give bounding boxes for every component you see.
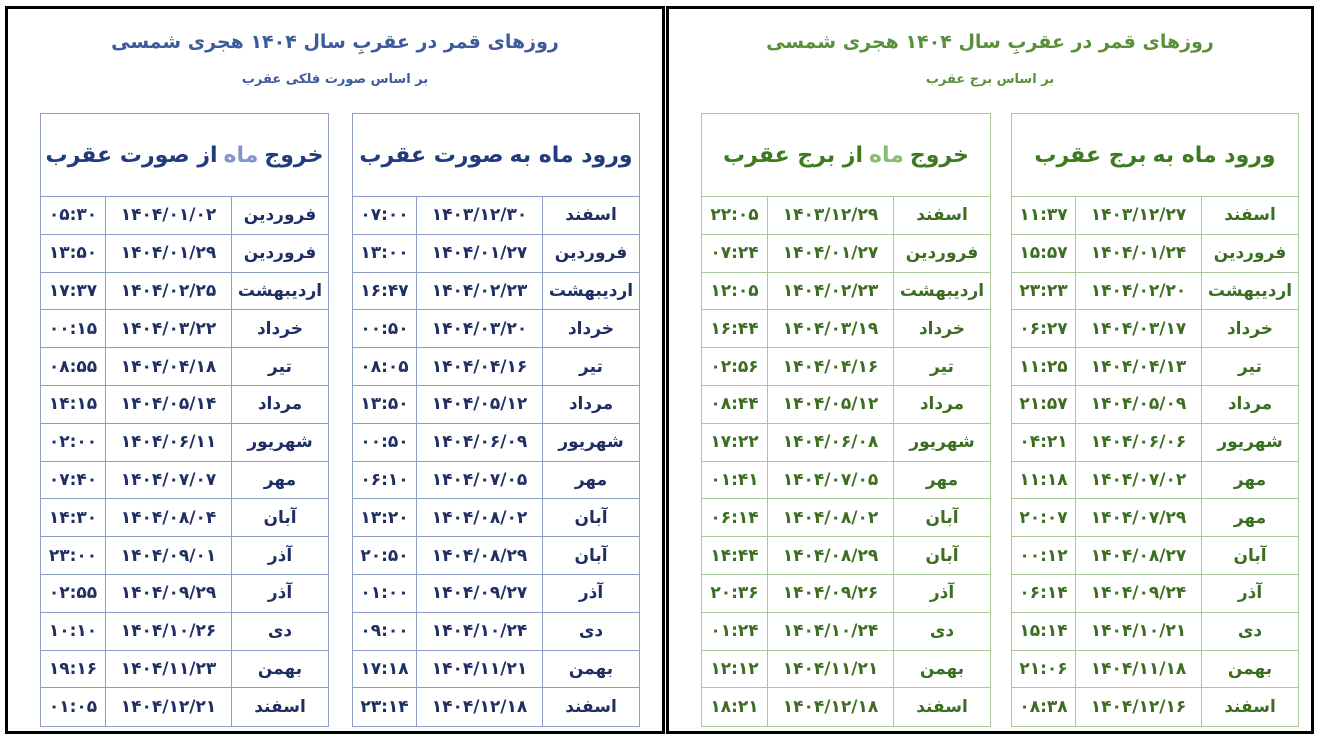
header-highlight: ماه (869, 142, 904, 168)
month-cell: اردیبهشت (237, 280, 323, 301)
date-cell: ۱۴۰۴/۰۹/۲۴ (1076, 575, 1202, 612)
table-row (41, 462, 328, 500)
month-cell: اردیبهشت (548, 280, 634, 301)
table-row (1012, 235, 1298, 273)
table-row (41, 273, 328, 311)
table-row (353, 651, 639, 689)
time-cell: ۰۶:۱۰ (353, 462, 417, 499)
header-text-a: ورود ماه به (1152, 142, 1276, 168)
table-row (1012, 651, 1298, 689)
date-cell: ۱۴۰۴/۰۵/۱۲ (417, 386, 543, 423)
date-cell: ۱۴۰۴/۰۲/۲۰ (1076, 273, 1202, 310)
month-cell: خرداد (918, 318, 966, 339)
month-cell: دی (1237, 621, 1263, 642)
header-highlight: ماه (223, 142, 259, 168)
table-row (702, 386, 990, 424)
month-cell: مرداد (919, 394, 965, 415)
time-cell: ۰۰:۵۰ (353, 424, 417, 461)
month-cell: آذر (267, 583, 293, 604)
month-cell: اسفند (565, 697, 617, 718)
month-cell: بهمن (1227, 658, 1273, 679)
month-cell: فروردین (243, 243, 317, 264)
time-cell: ۱۰:۱۰ (41, 613, 106, 650)
table-row (41, 386, 328, 424)
table-row (1012, 537, 1298, 575)
date-cell: ۱۴۰۴/۰۸/۰۴ (106, 499, 232, 536)
month-cell: اردیبهشت (1207, 280, 1293, 301)
date-cell: ۱۴۰۴/۰۶/۱۱ (106, 424, 232, 461)
date-cell: ۱۴۰۴/۰۴/۱۸ (106, 348, 232, 385)
right-exit-table-header (702, 114, 990, 197)
header-text-a: خروج (909, 142, 969, 168)
time-cell: ۱۶:۴۷ (353, 273, 417, 310)
date-cell: ۱۴۰۴/۱۱/۱۸ (1076, 651, 1202, 688)
time-cell: ۱۷:۲۲ (702, 424, 768, 461)
left-panel-subtitle: بر اساس صورت فلکی عقرب (241, 72, 429, 87)
time-cell: ۱۱:۳۷ (1012, 197, 1076, 234)
right-exit-table-body (702, 197, 990, 726)
header-text-a: ورود ماه به (509, 142, 633, 168)
time-cell: ۰۶:۱۴ (702, 499, 768, 536)
date-cell: ۱۴۰۴/۰۷/۰۵ (417, 462, 543, 499)
time-cell: ۰۰:۱۲ (1012, 537, 1076, 574)
month-cell: مهر (1233, 507, 1267, 528)
time-cell: ۰۷:۰۰ (353, 197, 417, 234)
date-cell: ۱۴۰۴/۰۵/۱۲ (768, 386, 894, 423)
time-cell: ۰۲:۰۰ (41, 424, 106, 461)
time-cell: ۲۲:۰۵ (702, 197, 768, 234)
table-row (702, 462, 990, 500)
month-cell: فروردین (1213, 243, 1287, 264)
table-row (702, 310, 990, 348)
time-cell: ۰۶:۲۷ (1012, 310, 1076, 347)
month-cell: آذر (1237, 583, 1263, 604)
month-cell: بهمن (568, 658, 614, 679)
date-cell: ۱۴۰۴/۰۲/۲۵ (106, 273, 232, 310)
left-exit-table-header (41, 114, 328, 197)
table-row (702, 273, 990, 311)
month-cell: مهر (574, 469, 608, 490)
table-row (353, 613, 639, 651)
table-row (353, 197, 639, 235)
right-panel-zodiac (666, 6, 1314, 734)
table-row (41, 424, 328, 462)
month-cell: آبان (925, 545, 959, 566)
month-cell: فروردین (243, 205, 317, 226)
date-cell: ۱۴۰۴/۰۱/۰۲ (106, 197, 232, 234)
table-row (1012, 613, 1298, 651)
table-row (41, 537, 328, 575)
time-cell: ۱۴:۴۴ (702, 537, 768, 574)
header-text-b: از برج عقرب (723, 142, 864, 168)
table-row (702, 688, 990, 726)
month-cell: دی (929, 621, 955, 642)
date-cell: ۱۴۰۴/۱۲/۲۱ (106, 688, 232, 726)
month-cell: آذر (578, 583, 604, 604)
month-cell: دی (267, 621, 293, 642)
month-cell: آبان (1233, 545, 1267, 566)
time-cell: ۱۵:۵۷ (1012, 235, 1076, 272)
date-cell: ۱۴۰۴/۰۸/۲۹ (417, 537, 543, 574)
time-cell: ۰۲:۵۵ (41, 575, 106, 612)
date-cell: ۱۴۰۴/۱۱/۲۱ (768, 651, 894, 688)
table-row (353, 273, 639, 311)
time-cell: ۰۸:۳۸ (1012, 688, 1076, 726)
time-cell: ۰۱:۰۵ (41, 688, 106, 726)
header-text-b: از صورت عقرب (45, 142, 218, 168)
date-cell: ۱۴۰۴/۱۲/۱۸ (768, 688, 894, 726)
time-cell: ۱۳:۰۰ (353, 235, 417, 272)
month-cell: بهمن (257, 658, 303, 679)
month-cell: شهریور (247, 432, 313, 453)
month-cell: آبان (574, 545, 608, 566)
month-cell: شهریور (558, 432, 624, 453)
month-cell: آبان (574, 507, 608, 528)
time-cell: ۲۰:۵۰ (353, 537, 417, 574)
table-row (1012, 348, 1298, 386)
table-row (41, 575, 328, 613)
table-row (41, 499, 328, 537)
month-cell: اسفند (1224, 697, 1276, 718)
time-cell: ۱۲:۱۲ (702, 651, 768, 688)
right-entry-table (1011, 113, 1299, 727)
table-row (1012, 197, 1298, 235)
date-cell: ۱۴۰۳/۱۲/۲۷ (1076, 197, 1202, 234)
date-cell: ۱۴۰۴/۱۱/۲۱ (417, 651, 543, 688)
month-cell: مهر (925, 469, 959, 490)
date-cell: ۱۴۰۴/۱۲/۱۶ (1076, 688, 1202, 726)
table-row (353, 348, 639, 386)
time-cell: ۱۱:۱۸ (1012, 462, 1076, 499)
time-cell: ۱۷:۱۸ (353, 651, 417, 688)
date-cell: ۱۴۰۴/۰۱/۲۷ (768, 235, 894, 272)
table-row (41, 348, 328, 386)
table-row (41, 651, 328, 689)
time-cell: ۰۶:۱۴ (1012, 575, 1076, 612)
time-cell: ۲۱:۵۷ (1012, 386, 1076, 423)
table-row (702, 348, 990, 386)
time-cell: ۱۳:۲۰ (353, 499, 417, 536)
date-cell: ۱۴۰۴/۰۶/۰۹ (417, 424, 543, 461)
date-cell: ۱۴۰۴/۰۷/۲۹ (1076, 499, 1202, 536)
time-cell: ۰۱:۲۴ (702, 613, 768, 650)
time-cell: ۰۸:۰۵ (353, 348, 417, 385)
date-cell: ۱۴۰۴/۰۶/۰۸ (768, 424, 894, 461)
date-cell: ۱۴۰۴/۰۵/۱۴ (106, 386, 232, 423)
time-cell: ۰۵:۳۰ (41, 197, 106, 234)
month-cell: اسفند (254, 697, 306, 718)
time-cell: ۰۷:۲۴ (702, 235, 768, 272)
time-cell: ۱۵:۱۴ (1012, 613, 1076, 650)
date-cell: ۱۴۰۴/۰۹/۲۷ (417, 575, 543, 612)
month-cell: تیر (268, 356, 292, 377)
date-cell: ۱۴۰۴/۰۱/۲۷ (417, 235, 543, 272)
time-cell: ۱۶:۴۴ (702, 310, 768, 347)
table-row (41, 197, 328, 235)
date-cell: ۱۴۰۴/۱۰/۲۴ (417, 613, 543, 650)
table-row (353, 235, 639, 273)
left-panel-constellation (5, 6, 665, 734)
time-cell: ۰۱:۴۱ (702, 462, 768, 499)
month-cell: مرداد (1227, 394, 1273, 415)
table-row (353, 424, 639, 462)
table-row (41, 613, 328, 651)
time-cell: ۲۰:۰۷ (1012, 499, 1076, 536)
table-row (353, 462, 639, 500)
date-cell: ۱۴۰۴/۰۳/۱۷ (1076, 310, 1202, 347)
date-cell: ۱۴۰۴/۰۷/۰۷ (106, 462, 232, 499)
month-cell: مرداد (568, 394, 614, 415)
header-text-b: برج عقرب (1034, 142, 1147, 168)
right-exit-table (701, 113, 991, 727)
table-row (353, 688, 639, 726)
month-cell: آذر (267, 545, 293, 566)
month-cell: اسفند (916, 205, 968, 226)
time-cell: ۰۸:۵۵ (41, 348, 106, 385)
date-cell: ۱۴۰۴/۰۴/۱۶ (417, 348, 543, 385)
month-cell: آذر (929, 583, 955, 604)
month-cell: مرداد (257, 394, 303, 415)
date-cell: ۱۴۰۴/۰۸/۲۹ (768, 537, 894, 574)
date-cell: ۱۴۰۴/۰۱/۲۴ (1076, 235, 1202, 272)
date-cell: ۱۴۰۴/۰۴/۱۶ (768, 348, 894, 385)
table-row (702, 499, 990, 537)
time-cell: ۲۰:۳۶ (702, 575, 768, 612)
date-cell: ۱۴۰۴/۰۳/۲۲ (106, 310, 232, 347)
time-cell: ۱۷:۳۷ (41, 273, 106, 310)
month-cell: خرداد (1226, 318, 1274, 339)
table-row (702, 613, 990, 651)
month-cell: اسفند (1224, 205, 1276, 226)
date-cell: ۱۴۰۴/۰۳/۲۰ (417, 310, 543, 347)
date-cell: ۱۴۰۴/۱۰/۲۶ (106, 613, 232, 650)
date-cell: ۱۴۰۴/۱۰/۲۱ (1076, 613, 1202, 650)
table-row (353, 537, 639, 575)
header-text-b: صورت عقرب (359, 142, 504, 168)
time-cell: ۱۳:۵۰ (41, 235, 106, 272)
date-cell: ۱۴۰۴/۰۸/۲۷ (1076, 537, 1202, 574)
time-cell: ۱۴:۳۰ (41, 499, 106, 536)
month-cell: خرداد (567, 318, 615, 339)
date-cell: ۱۴۰۴/۰۹/۲۹ (106, 575, 232, 612)
date-cell: ۱۴۰۴/۰۹/۰۱ (106, 537, 232, 574)
date-cell: ۱۴۰۴/۰۵/۰۹ (1076, 386, 1202, 423)
time-cell: ۰۸:۴۴ (702, 386, 768, 423)
table-row (1012, 688, 1298, 726)
date-cell: ۱۴۰۴/۰۶/۰۶ (1076, 424, 1202, 461)
right-panel-subtitle: بر اساس برج عقرب (925, 72, 1055, 87)
time-cell: ۰۴:۲۱ (1012, 424, 1076, 461)
month-cell: اردیبهشت (899, 280, 985, 301)
month-cell: مهر (1233, 469, 1267, 490)
date-cell: ۱۴۰۴/۰۴/۱۳ (1076, 348, 1202, 385)
table-row (353, 499, 639, 537)
date-cell: ۱۴۰۴/۱۰/۲۴ (768, 613, 894, 650)
time-cell: ۱۳:۵۰ (353, 386, 417, 423)
time-cell: ۰۲:۵۶ (702, 348, 768, 385)
table-row (41, 688, 328, 726)
table-row (41, 235, 328, 273)
month-cell: بهمن (919, 658, 965, 679)
header-text-a: خروج (264, 142, 324, 168)
left-entry-table (352, 113, 640, 727)
table-row (702, 575, 990, 613)
table-row (1012, 499, 1298, 537)
date-cell: ۱۴۰۴/۰۸/۰۲ (768, 499, 894, 536)
table-row (1012, 386, 1298, 424)
time-cell: ۰۰:۱۵ (41, 310, 106, 347)
month-cell: تیر (579, 356, 603, 377)
date-cell: ۱۴۰۴/۱۱/۲۳ (106, 651, 232, 688)
month-cell: خرداد (256, 318, 304, 339)
date-cell: ۱۴۰۴/۱۲/۱۸ (417, 688, 543, 726)
date-cell: ۱۴۰۴/۰۹/۲۶ (768, 575, 894, 612)
table-row (1012, 575, 1298, 613)
table-row (702, 537, 990, 575)
time-cell: ۲۱:۰۶ (1012, 651, 1076, 688)
month-cell: فروردین (905, 243, 979, 264)
date-cell: ۱۴۰۳/۱۲/۲۹ (768, 197, 894, 234)
month-cell: فروردین (554, 243, 628, 264)
month-cell: آبان (925, 507, 959, 528)
time-cell: ۲۳:۰۰ (41, 537, 106, 574)
date-cell: ۱۴۰۴/۰۲/۲۳ (417, 273, 543, 310)
time-cell: ۱۲:۰۵ (702, 273, 768, 310)
month-cell: تیر (930, 356, 954, 377)
month-cell: دی (578, 621, 604, 642)
date-cell: ۱۴۰۴/۰۲/۲۳ (768, 273, 894, 310)
table-row (1012, 424, 1298, 462)
right-entry-table-header (1012, 114, 1298, 197)
left-exit-table-body (41, 197, 328, 726)
table-row (353, 386, 639, 424)
date-cell: ۱۴۰۴/۰۱/۲۹ (106, 235, 232, 272)
time-cell: ۰۷:۴۰ (41, 462, 106, 499)
table-row (1012, 310, 1298, 348)
time-cell: ۲۳:۲۳ (1012, 273, 1076, 310)
date-cell: ۱۴۰۴/۰۷/۰۲ (1076, 462, 1202, 499)
time-cell: ۱۴:۱۵ (41, 386, 106, 423)
left-entry-table-body (353, 197, 639, 726)
time-cell: ۰۹:۰۰ (353, 613, 417, 650)
table-row (1012, 273, 1298, 311)
right-entry-table-body (1012, 197, 1298, 726)
table-row (41, 310, 328, 348)
month-cell: شهریور (1217, 432, 1283, 453)
table-row (353, 575, 639, 613)
time-cell: ۲۳:۱۴ (353, 688, 417, 726)
month-cell: اسفند (565, 205, 617, 226)
date-cell: ۱۴۰۴/۰۸/۰۲ (417, 499, 543, 536)
table-row (702, 235, 990, 273)
date-cell: ۱۴۰۴/۰۷/۰۵ (768, 462, 894, 499)
left-entry-table-header (353, 114, 639, 197)
table-row (702, 651, 990, 689)
table-row (702, 424, 990, 462)
date-cell: ۱۴۰۳/۱۲/۳۰ (417, 197, 543, 234)
time-cell: ۱۸:۲۱ (702, 688, 768, 726)
time-cell: ۱۹:۱۶ (41, 651, 106, 688)
left-panel-title: روزهای قمر در عقربِ سال ۱۴۰۴ هجری شمسی (111, 31, 559, 53)
month-cell: شهریور (909, 432, 975, 453)
time-cell: ۰۰:۵۰ (353, 310, 417, 347)
table-row (702, 197, 990, 235)
table-row (1012, 462, 1298, 500)
month-cell: آبان (263, 507, 297, 528)
right-panel-title: روزهای قمر در عقربِ سال ۱۴۰۴ هجری شمسی (766, 31, 1214, 53)
time-cell: ۱۱:۲۵ (1012, 348, 1076, 385)
month-cell: مهر (263, 469, 297, 490)
left-exit-table (40, 113, 329, 727)
time-cell: ۰۱:۰۰ (353, 575, 417, 612)
month-cell: اسفند (916, 697, 968, 718)
month-cell: تیر (1238, 356, 1262, 377)
table-row (353, 310, 639, 348)
date-cell: ۱۴۰۴/۰۳/۱۹ (768, 310, 894, 347)
